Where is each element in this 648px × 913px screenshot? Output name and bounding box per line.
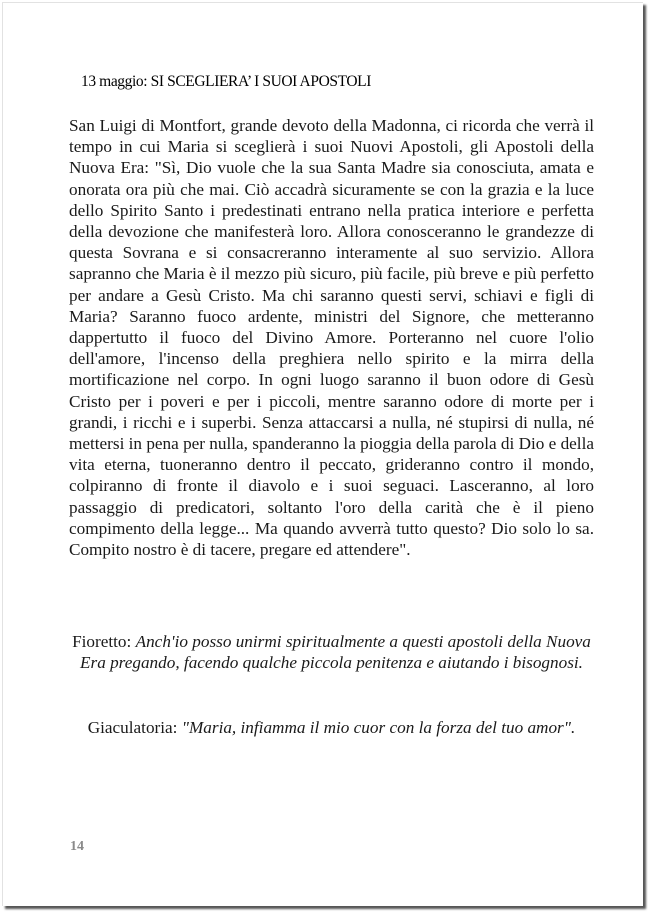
giaculatoria-text: "Maria, infiamma il mio cuor con la forza del tuo amor". (181, 718, 576, 737)
document-page (2, 2, 643, 906)
page-number: 14 (70, 839, 84, 854)
fioretto-label: Fioretto: (72, 632, 136, 651)
fioretto-text: Anch'io posso unirmi spiritualmente a questi apostoli della Nuova Era pregando, facendo qualche piccola penitenza e aiutando i bisognosi. (80, 632, 591, 673)
page-title: 13 maggio: SI SCEGLIERA’ I SUOI APOSTOLI (81, 73, 371, 90)
fioretto-paragraph (69, 631, 594, 673)
body-paragraph: San Luigi di Montfort, grande devoto della Madonna, ci ricorda che verrà il tempo in cui Maria si sceglierà i suoi Nuovi Apostoli, gli Apostoli della Nuova Era: "Sì, Dio vuole che la sua Santa Madre sia conosciuta, amata e onorata ora più che mai. Ciò accadrà sicuramente se con la grazia e la luce dello Spirito Santo i predestinati entrano nella pratica interiore e perfetta della devozione che manifesterà loro. Allora conosceranno le grandezze di questa Sovrana e si consacreranno interamente al suo servizio. Allora sapranno che Maria è il mezzo più sicuro, più facile, più breve e più perfetto per andare a Gesù Cristo. Ma chi saranno questi servi, schiavi e figli di Maria? Saranno fuoco ardente, ministri del Signore, che metteranno dappertutto il fuoco del Divino Amore. Porteranno nel cuore l'olio dell'amore, l'incenso della preghiera nello spirito e la mirra della mortificazione nel corpo. In ogni luogo saranno il buon odore di Gesù Cristo per i poveri e per i piccoli, mentre saranno odore di morte per i grandi, i ricchi e i superbi. Senza attaccarsi a nulla, né stupirsi di nulla, né mettersi in pena per nulla, spanderanno la pioggia della parola di Dio e della vita eterna, tuoneranno dentro il peccato, grideranno contro il mondo, colpiranno di fronte il diavolo e i suoi seguaci. Lasceranno, al loro passaggio di predicatori, soltanto l'oro della carità che è il pieno compimento della legge... Ma quando avverrà tutto questo? Dio solo lo sa. Compito nostro è di tacere, pregare ed attendere". (69, 116, 594, 560)
giaculatoria-label: Giaculatoria: (87, 718, 182, 737)
giaculatoria-paragraph (69, 717, 594, 738)
